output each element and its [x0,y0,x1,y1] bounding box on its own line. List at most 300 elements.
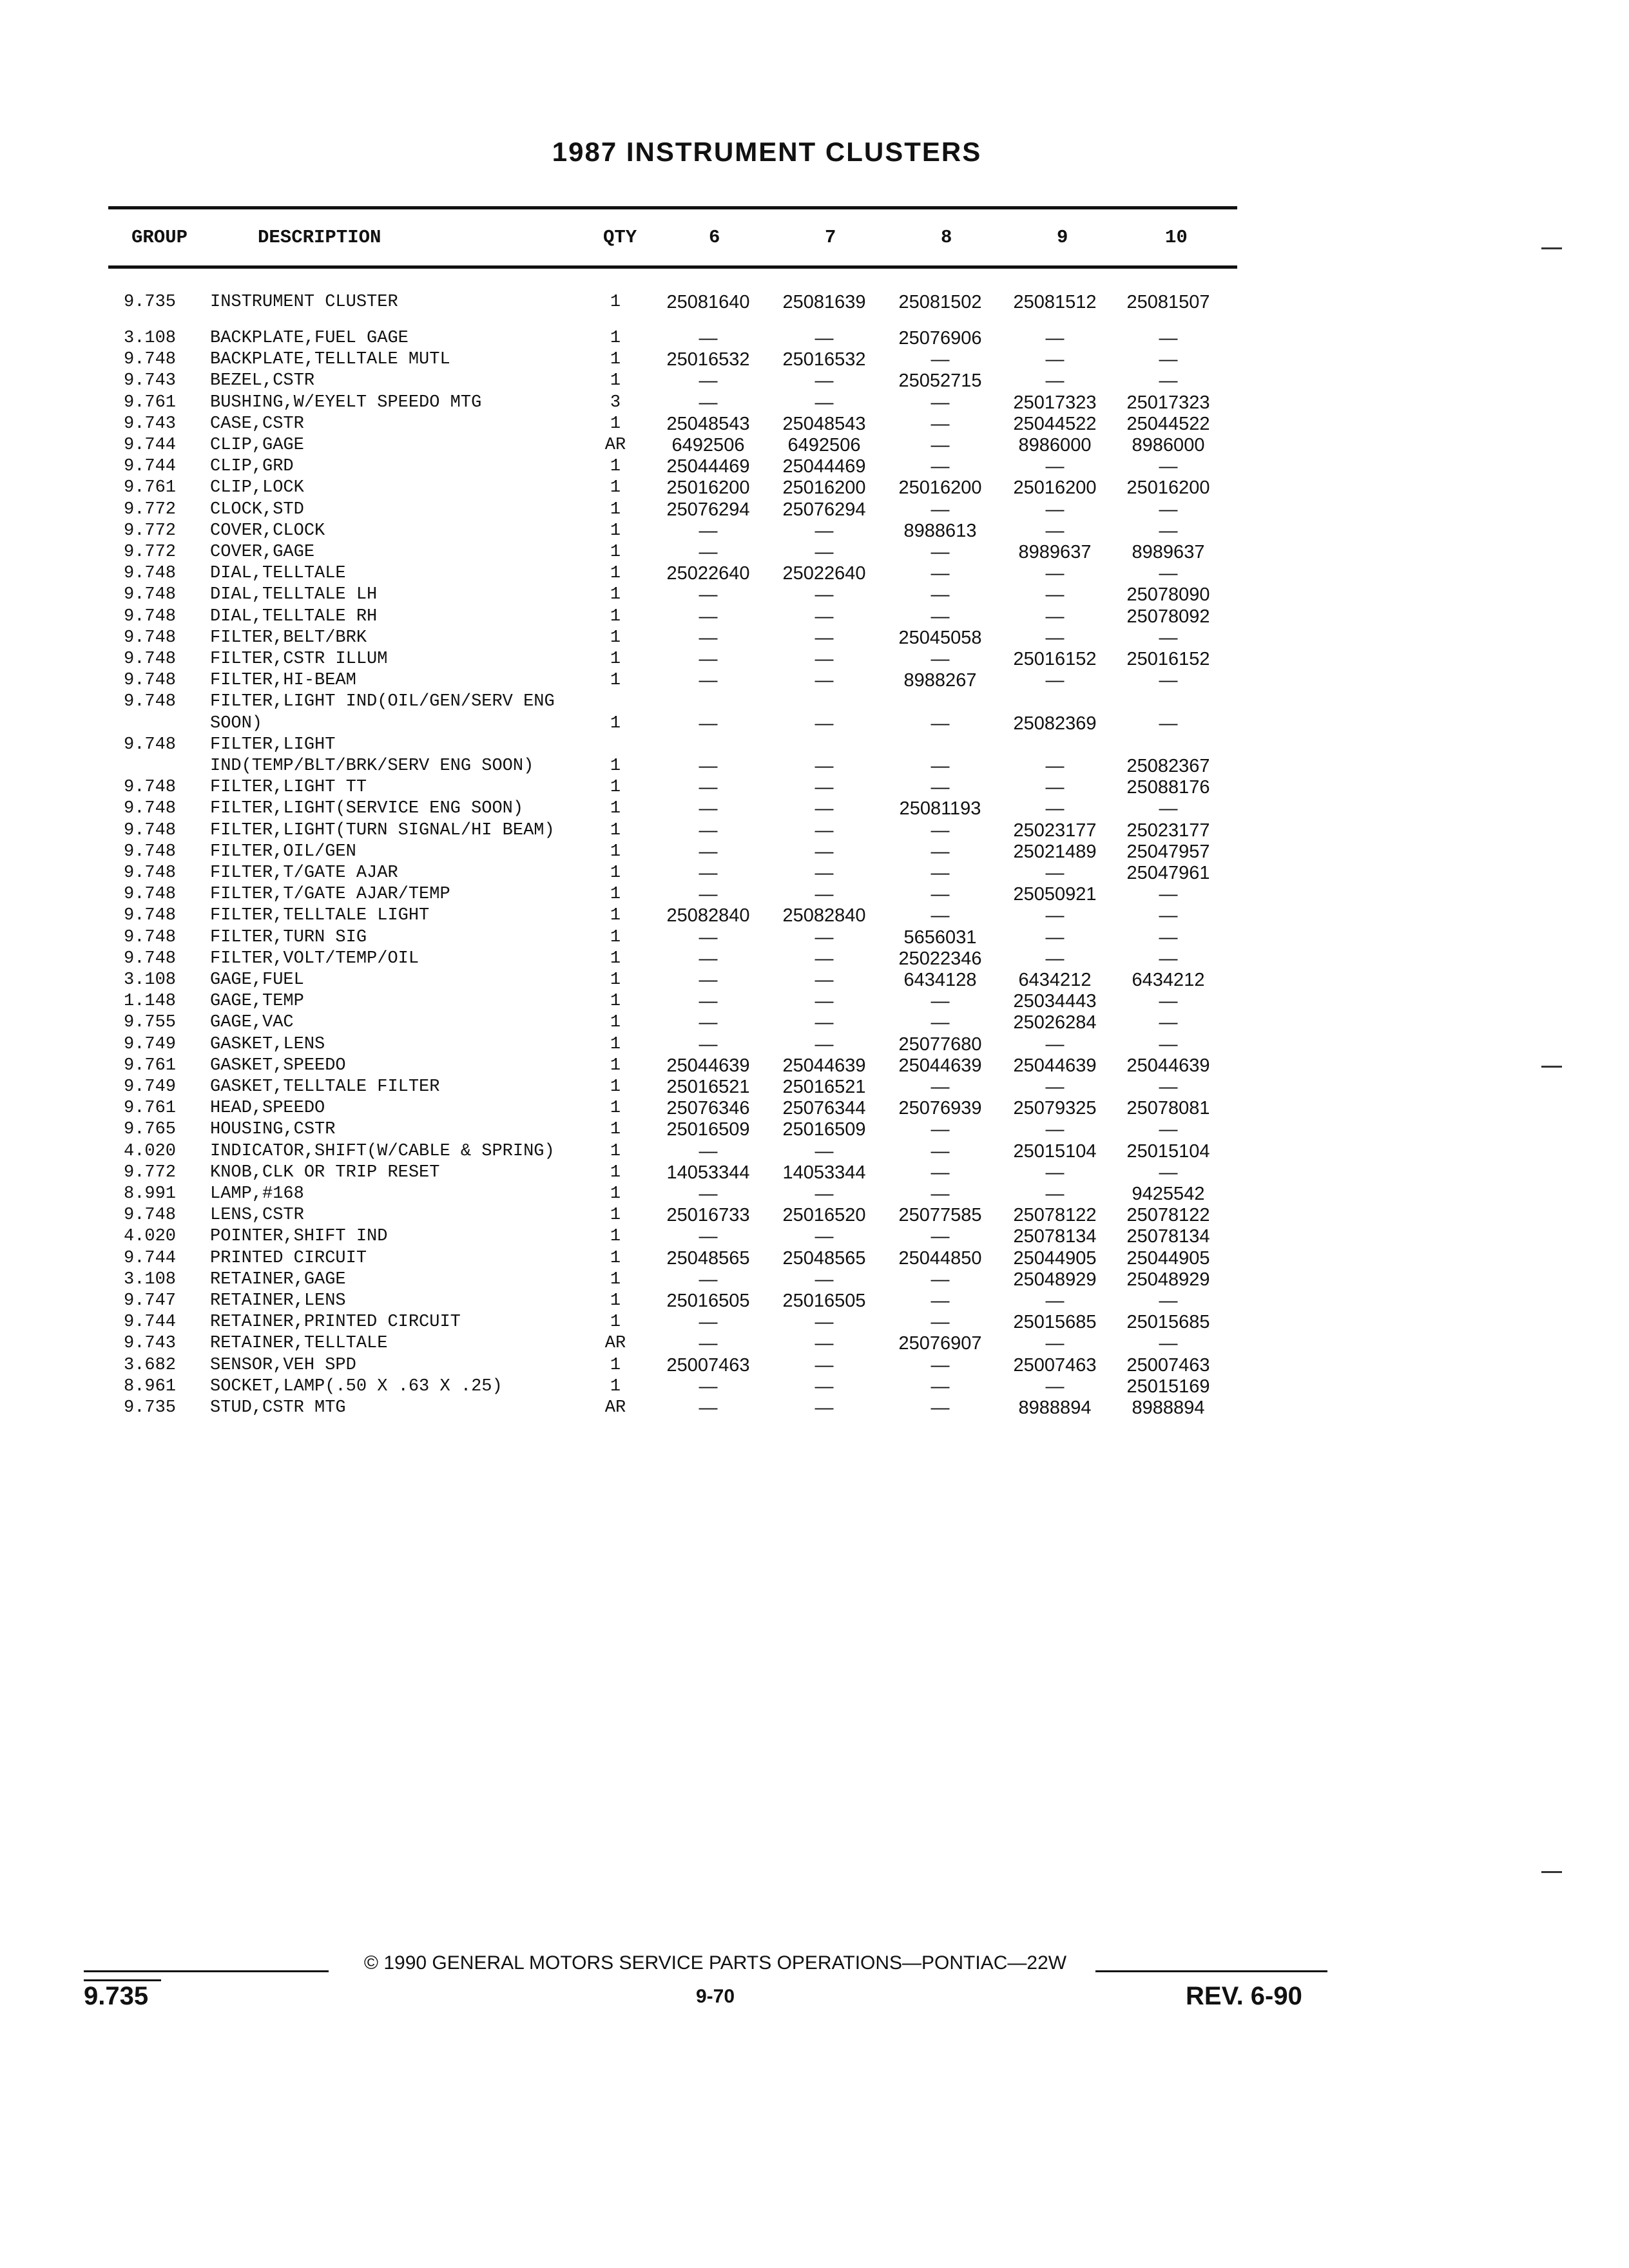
part-number-cell: — [815,777,834,798]
qty-cell: 1 [610,992,621,1012]
table-row [0,905,1629,927]
description-cell: SOCKET,LAMP(.50 X .63 X .25) [210,1376,503,1396]
part-number-cell: — [699,1333,718,1354]
part-number-cell: — [1159,991,1178,1012]
table-row [0,776,1629,798]
part-number-cell: — [1045,756,1065,776]
part-number-cell: 25023177 [1126,820,1210,841]
part-number-cell: 25044522 [1013,413,1097,434]
description-cell: DIAL,TELLTALE RH [210,606,378,626]
part-number-cell: — [699,863,718,883]
qty-cell: 1 [610,414,621,434]
group-cell: 9.748 [124,735,177,754]
part-number-cell: — [1159,1012,1178,1033]
qty-cell: 1 [610,293,621,312]
part-number-cell: 25016532 [782,349,866,370]
description-cell: FILTER,T/GATE AJAR [210,863,398,883]
part-number-cell: 25015104 [1126,1140,1210,1162]
table-row [0,1204,1629,1226]
part-number-cell: 25079325 [1013,1098,1097,1119]
part-number-cell: — [815,1012,834,1033]
column-header-model-7: 7 [825,227,836,248]
footer-page-number: 9-70 [695,1986,735,2007]
qty-cell: 1 [610,1291,621,1311]
table-row [0,413,1629,435]
table-row [0,434,1629,456]
description-cell: BACKPLATE,TELLTALE MUTL [210,350,450,370]
part-number-cell: 25082840 [782,905,866,927]
page-title: 1987 INSTRUMENT CLUSTERS [552,137,982,167]
qty-cell: 1 [610,606,621,626]
qty-cell: 1 [610,543,621,562]
qty-cell: AR [604,1334,626,1354]
table-row [0,1097,1629,1119]
qty-cell: 1 [610,1184,621,1204]
part-number-cell: 25023177 [1013,820,1097,841]
qty-cell: 1 [610,499,621,519]
part-number-cell: 25016509 [782,1119,866,1140]
table-row [0,734,1629,756]
part-number-cell: 25044639 [1013,1055,1097,1076]
parts-table [0,291,1629,1451]
description-cell: BEZEL,CSTR [210,371,315,391]
group-cell: 4.020 [124,1141,177,1161]
part-number-cell: 25081639 [782,292,866,312]
table-row [0,1247,1629,1269]
qty-cell: 1 [610,927,621,947]
part-number-cell: — [699,884,718,905]
part-number-cell: 25016520 [782,1205,866,1226]
part-number-cell: — [1159,713,1178,734]
part-number-cell: 25016509 [666,1119,750,1140]
group-cell: 9.772 [124,543,177,562]
column-header-model-8: 8 [941,227,952,248]
description-cell: DIAL,TELLTALE LH [210,585,378,605]
part-number-cell: 25044639 [666,1055,750,1076]
qty-cell: 1 [610,948,621,968]
part-number-cell: — [930,1269,950,1290]
part-number-cell: — [930,349,950,370]
group-cell: 9.755 [124,1013,177,1033]
qty-cell: 1 [610,1248,621,1268]
group-cell: 9.744 [124,436,177,455]
part-number-cell: — [930,863,950,883]
part-number-cell: — [930,905,950,927]
qty-cell: 1 [610,970,621,990]
part-number-cell: — [1159,563,1178,584]
table-row [0,841,1629,863]
part-number-cell: — [699,991,718,1012]
part-number-cell: 25077585 [898,1205,982,1226]
part-number-cell: — [699,1312,718,1333]
part-number-cell: — [1159,1333,1178,1354]
part-number-cell: — [1159,1162,1178,1183]
group-cell: 9.748 [124,649,177,669]
part-number-cell: 25016733 [666,1205,750,1226]
part-number-cell: — [1159,948,1178,969]
part-number-cell: 25021489 [1013,841,1097,862]
part-number-cell: 25007463 [1013,1354,1097,1376]
part-number-cell: — [699,627,718,648]
table-row [0,669,1629,691]
group-cell: 8.991 [124,1184,177,1204]
part-number-cell: 25016200 [1126,477,1210,499]
group-cell: 9.748 [124,585,177,605]
description-cell: CLIP,GAGE [210,436,304,455]
part-number-cell: — [699,1398,718,1418]
table-row [0,862,1629,884]
part-number-cell: — [1045,1033,1065,1055]
description-cell: FILTER,LIGHT [210,735,336,754]
table-row [0,820,1629,841]
qty-cell: 1 [610,521,621,541]
part-number-cell: 25044639 [782,1055,866,1076]
table-row [0,477,1629,499]
part-number-cell: 14053344 [666,1162,750,1183]
description-cell: FILTER,T/GATE AJAR/TEMP [210,885,450,905]
part-number-cell: 25015104 [1013,1140,1097,1162]
part-number-cell: 25048543 [666,413,750,434]
table-row [0,349,1629,370]
part-number-cell: 6434128 [903,970,977,990]
part-number-cell: — [1159,884,1178,905]
qty-cell: 1 [610,1034,621,1054]
part-number-cell: 8988613 [903,520,977,541]
group-cell: 9.749 [124,1077,177,1097]
column-header-group: GROUP [131,227,188,248]
table-row [0,327,1629,349]
part-number-cell: — [815,1184,834,1204]
part-number-cell: — [1159,627,1178,648]
description-cell: FILTER,TELLTALE LIGHT [210,906,430,926]
part-number-cell: — [1159,670,1178,691]
part-number-cell: — [930,392,950,413]
part-number-cell: 25048565 [666,1247,750,1269]
part-number-cell: 25044469 [666,456,750,477]
part-number-cell: — [930,777,950,798]
qty-cell: 1 [610,1013,621,1033]
part-number-cell: — [1159,1077,1178,1097]
qty-cell: AR [604,436,626,455]
description-cell: FILTER,TURN SIG [210,927,367,947]
part-number-cell: — [1045,606,1065,627]
qty-cell: 1 [610,778,621,798]
part-number-cell: 25048565 [782,1247,866,1269]
part-number-cell: — [815,1398,834,1418]
part-number-cell: — [699,370,718,392]
description-cell: KNOB,CLK OR TRIP RESET [210,1162,440,1182]
qty-cell: 1 [610,1055,621,1075]
table-row [0,1269,1629,1291]
part-number-cell: — [815,1140,834,1162]
part-number-cell: — [1159,328,1178,349]
part-number-cell: — [815,370,834,392]
qty-cell: 1 [610,1077,621,1097]
group-cell: 9.748 [124,671,177,691]
part-number-cell: 25076294 [782,499,866,520]
table-row [0,927,1629,948]
group-cell: 9.765 [124,1120,177,1140]
part-number-cell: — [1045,520,1065,541]
description-cell: LENS,CSTR [210,1206,304,1225]
qty-cell: 1 [610,457,621,477]
part-number-cell: 25076907 [898,1333,982,1354]
qty-cell: 1 [610,1206,621,1225]
part-number-cell: — [930,884,950,905]
part-number-cell: — [815,1333,834,1354]
part-number-cell: 25022346 [898,948,982,969]
table-row [0,520,1629,542]
header-top-rule [108,206,1237,209]
part-number-cell: — [1045,627,1065,648]
part-number-cell: — [930,413,950,434]
part-number-cell: 25044905 [1013,1247,1097,1269]
part-number-cell: 25081512 [1013,292,1097,312]
part-number-cell: — [930,1119,950,1140]
group-cell: 9.744 [124,457,177,477]
group-cell: 9.748 [124,628,177,648]
description-cell: IND(TEMP/BLT/BRK/SERV ENG SOON) [210,756,534,776]
part-number-cell: 25076906 [898,328,982,349]
group-cell: 3.108 [124,1269,177,1289]
qty-cell: 1 [610,1312,621,1332]
part-number-cell: — [930,1162,950,1183]
part-number-cell: — [815,863,834,883]
table-row [0,370,1629,392]
part-number-cell: — [815,520,834,541]
group-cell: 9.748 [124,778,177,798]
qty-cell: 1 [610,350,621,370]
description-cell: HOUSING,CSTR [210,1120,336,1140]
column-header-model-6: 6 [709,227,720,248]
part-number-cell: — [1045,798,1065,820]
table-row [0,1376,1629,1398]
description-cell: GASKET,SPEEDO [210,1055,346,1075]
part-number-cell: 8989637 [1018,542,1092,562]
part-number-cell: — [930,1376,950,1397]
margin-mark [1541,247,1562,249]
part-number-cell: 25016532 [666,349,750,370]
qty-cell: 1 [610,841,621,861]
group-cell: 9.772 [124,499,177,519]
part-number-cell: 25081507 [1126,292,1210,312]
qty-cell: 1 [610,863,621,883]
description-cell: CLOCK,STD [210,499,304,519]
part-number-cell: 25017323 [1126,392,1210,413]
part-number-cell: 25016521 [782,1077,866,1097]
part-number-cell: 25082840 [666,905,750,927]
part-number-cell: — [930,713,950,734]
part-number-cell: — [930,841,950,862]
part-number-cell: 25076344 [782,1098,866,1119]
part-number-cell: — [930,1012,950,1033]
footer-left-rule [84,1970,329,1972]
qty-cell: 3 [610,392,621,412]
qty-cell: 1 [610,1227,621,1247]
part-number-cell: 25078081 [1126,1098,1210,1119]
table-row [0,1076,1629,1098]
part-number-cell: — [815,756,834,776]
description-cell: RETAINER,GAGE [210,1269,346,1289]
part-number-cell: 25081193 [899,798,981,820]
group-cell: 1.148 [124,992,177,1012]
description-cell: RETAINER,TELLTALE [210,1334,388,1354]
part-number-cell: 25016200 [782,477,866,499]
qty-cell: 1 [610,628,621,648]
part-number-cell: — [930,584,950,606]
group-cell: 9.743 [124,371,177,391]
part-number-cell: — [815,948,834,969]
part-number-cell: — [815,1226,834,1247]
part-number-cell: — [1159,1033,1178,1055]
part-number-cell: — [699,392,718,413]
qty-cell: 1 [610,478,621,498]
description-cell: CASE,CSTR [210,414,304,434]
part-number-cell: 25016200 [1013,477,1097,499]
group-cell: 9.748 [124,799,177,819]
part-number-cell: — [815,1269,834,1290]
group-cell: 9.748 [124,841,177,861]
part-number-cell: — [1159,456,1178,477]
description-cell: HEAD,SPEEDO [210,1099,325,1119]
part-number-cell: 25007463 [666,1354,750,1376]
table-row [0,1033,1629,1055]
group-cell: 9.748 [124,350,177,370]
part-number-cell: 25016521 [666,1077,750,1097]
part-number-cell: 25044639 [898,1055,982,1076]
table-row [0,1119,1629,1140]
table-row [0,713,1629,735]
part-number-cell: — [1045,456,1065,477]
group-cell: 9.743 [124,1334,177,1354]
part-number-cell: 25081502 [898,292,982,312]
description-cell: GAGE,FUEL [210,970,304,990]
table-row [0,584,1629,606]
table-row [0,691,1629,713]
part-number-cell: — [1045,499,1065,520]
group-cell: 9.772 [124,521,177,541]
part-number-cell: 25007463 [1126,1354,1210,1376]
part-number-cell: — [699,948,718,969]
description-cell: CLIP,LOCK [210,478,304,498]
part-number-cell: 25017323 [1013,392,1097,413]
part-number-cell: — [930,435,950,456]
footer-right-rule [1095,1970,1327,1972]
part-number-cell: 25015685 [1013,1312,1097,1333]
qty-cell: 1 [610,713,621,733]
qty-cell: 1 [610,564,621,584]
part-number-cell: — [699,798,718,820]
part-number-cell: 25047961 [1126,863,1210,883]
group-cell: 3.108 [124,970,177,990]
table-row [0,648,1629,670]
part-number-cell: — [815,606,834,627]
part-number-cell: — [1045,927,1065,948]
part-number-cell: — [699,841,718,862]
description-cell: FILTER,CSTR ILLUM [210,649,388,669]
table-row [0,1311,1629,1333]
part-number-cell: — [1045,1376,1065,1397]
description-cell: BACKPLATE,FUEL GAGE [210,329,409,348]
part-number-cell: 25078090 [1126,584,1210,606]
group-cell: 9.761 [124,1055,177,1075]
part-number-cell: 25078092 [1126,606,1210,627]
part-number-cell: 25088176 [1126,777,1210,798]
part-number-cell: — [815,970,834,990]
part-number-cell: — [930,1291,950,1311]
part-number-cell: 8989637 [1132,542,1205,562]
description-cell: FILTER,OIL/GEN [210,841,356,861]
qty-cell: 1 [610,649,621,669]
part-number-cell: — [930,991,950,1012]
part-number-cell: 14053344 [782,1162,866,1183]
table-row [0,1055,1629,1077]
table-row [0,456,1629,477]
qty-cell: 1 [610,371,621,391]
part-number-cell: — [930,606,950,627]
part-number-cell: — [815,584,834,606]
description-cell: FILTER,LIGHT IND(OIL/GEN/SERV ENG [210,692,555,712]
group-cell: 9.748 [124,948,177,968]
description-cell: FILTER,HI-BEAM [210,671,356,691]
group-cell: 9.748 [124,906,177,926]
part-number-cell: — [930,1312,950,1333]
table-row [0,1183,1629,1205]
part-number-cell: — [930,499,950,520]
part-number-cell: — [1045,370,1065,392]
group-cell: 9.744 [124,1248,177,1268]
part-number-cell: — [930,1354,950,1376]
description-cell: STUD,CSTR MTG [210,1398,346,1418]
part-number-cell: — [930,563,950,584]
part-number-cell: — [930,1140,950,1162]
group-cell: 9.748 [124,606,177,626]
group-cell: 3.682 [124,1355,177,1375]
part-number-cell: — [1159,520,1178,541]
part-number-cell: — [699,1376,718,1397]
part-number-cell: 25016200 [898,477,982,499]
table-row [0,969,1629,991]
part-number-cell: — [699,328,718,349]
part-number-cell: — [815,991,834,1012]
group-cell: 9.747 [124,1291,177,1311]
footer-copyright: © 1990 GENERAL MOTORS SERVICE PARTS OPERATIONS—PONTIAC—22W [363,1952,1067,1974]
part-number-cell: 25076939 [898,1098,982,1119]
table-row [0,990,1629,1012]
part-number-cell: — [815,542,834,562]
part-number-cell: — [699,1269,718,1290]
part-number-cell: 25044639 [1126,1055,1210,1076]
group-cell: 9.772 [124,1162,177,1182]
part-number-cell: — [1045,328,1065,349]
qty-cell: 1 [610,906,621,926]
group-cell: 9.743 [124,414,177,434]
part-number-cell: — [930,1184,950,1204]
part-number-cell: — [699,649,718,669]
qty-cell: 1 [610,1120,621,1140]
part-number-cell: — [815,328,834,349]
part-number-cell: — [1045,863,1065,883]
qty-cell: 1 [610,799,621,819]
part-number-cell: 25048929 [1126,1269,1210,1290]
part-number-cell: 25076294 [666,499,750,520]
part-number-cell: 25050921 [1013,884,1097,905]
group-cell: 9.735 [124,293,177,312]
description-cell: RETAINER,LENS [210,1291,346,1311]
qty-cell: 1 [610,1355,621,1375]
part-number-cell: — [699,1012,718,1033]
part-number-cell: 25044905 [1126,1247,1210,1269]
